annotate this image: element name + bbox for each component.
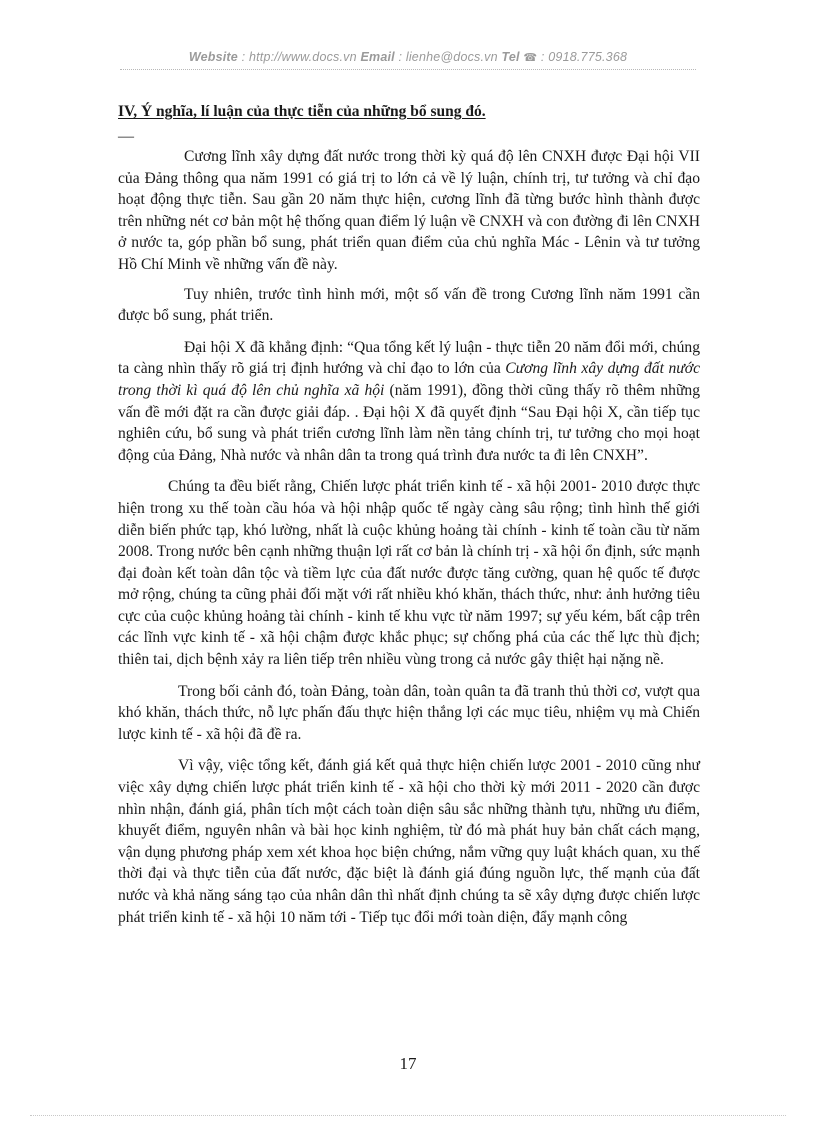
email-label: Email	[360, 50, 395, 64]
website-label: Website	[188, 50, 238, 64]
paragraph-6: Vì vậy, việc tổng kết, đánh giá kết quả thực hiện chiến lược 2001 - 2010 cũng như việc xây dựng chiến lược phát triển kinh tế - xã hội cho thời kỳ mới 2011 - 2020 cần được nhìn nhận, đánh giá, phân tích một cách toàn diện sâu sắc những thành tựu, những ưu điểm, khuyết điểm, nguyên nhân và bài học kinh nghiệm, từ đó mà phát huy bản chất cách mạng, vận dụng phương pháp xem xét khoa học biện chứng, nắm vững quy luật khách quan, xu thế thời đại và thực tiễn của đất nước, đặc biệt là đánh giá đúng nguồn lực, thế mạnh của đất nước và khả năng sáng tạo của nhân dân thì nhất định chúng ta sẽ xây dựng được chiến lược phát triển kinh tế - xã hội 10 năm tới - Tiếp tục đổi mới toàn diện, đẩy mạnh công	[118, 757, 700, 926]
email-value: : lienhe@docs.vn	[394, 50, 502, 64]
paragraph-2: Tuy nhiên, trước tình hình mới, một số vấn đề trong Cương lĩnh năm 1991 cần được bổ sung, phát triển.	[118, 285, 700, 325]
header-divider	[120, 69, 696, 70]
footer-divider	[30, 1115, 786, 1116]
phone-icon: ☎	[523, 52, 538, 64]
paragraph-3-text-b: (năm 1991), đồng thời cũng thấy rõ thêm những vấn đề mới đặt ra cần được giải đáp. . Đại hội X đã quyết định “Sau Đại hội X, cần tiếp tục nghiên cứu, bổ sung và phát triển cương lĩnh làm nền tảng chính trị, tư tưởng cho mọi hoạt động của Đảng, Nhà nước và nhân dân ta trong quá trình đưa nước ta đi lên CNXH”.	[118, 381, 700, 464]
page-number: 17	[399, 1054, 417, 1073]
document-body	[118, 146, 700, 938]
paragraph-3-text-a: Đại hội X đã khẳng định: “Qua tổng kết lý luận - thực tiễn 20 năm đổi mới, chúng ta càng nhìn thấy rõ giá trị định hướng và chỉ đạo to lớn của	[118, 338, 700, 378]
website-value: : http://www.docs.vn	[237, 50, 361, 64]
page-header	[0, 50, 816, 64]
section-title: IV, Ý nghĩa, lí luận của thực tiễn của những bổ sung đó.	[118, 103, 486, 120]
paragraph-3-italic: Cương lĩnh xây dựng đất nước trong thời kì quá độ lên chủ nghĩa xã hội	[118, 360, 700, 399]
paragraph-5: Trong bối cảnh đó, toàn Đảng, toàn dân, toàn quân ta đã tranh thủ thời cơ, vượt qua khó khăn, thách thức, nỗ lực phấn đấu thực hiện thắng lợi các mục tiêu, nhiệm vụ mà Chiến lược kinh tế - xã hội đã đề ra.	[118, 682, 700, 743]
paragraph-3	[118, 337, 700, 467]
paragraph-4: Chúng ta đều biết rằng, Chiến lược phát triển kinh tế - xã hội 2001- 2010 được thực hiện trong xu thế toàn cầu hóa và hội nhập quốc tế ngày càng sâu rộng; tình hình thế giới diễn biến phức tạp, khó lường, nhất là cuộc khủng hoảng tài chính - kinh tế toàn cầu từ năm 2008. Trong nước bên cạnh những thuận lợi rất cơ bản là chính trị - xã hội ổn định, sức mạnh đại đoàn kết toàn dân tộc và tiềm lực của đất nước được tăng cường, quan hệ quốc tế được mở rộng, chúng ta cũng phải đối mặt với rất nhiều khó khăn, thách thức, như: ảnh hưởng tiêu cực của cuộc khủng hoảng tài chính - kinh tế khu vực từ năm 1997; sự yếu kém, bất cập trên các lĩnh vực kinh tế - xã hội chậm được khắc phục; sự chống phá của các thế lực thù địch; thiên tai, dịch bệnh xảy ra liên tiếp trên nhiều vùng trong cả nước gây thiệt hại nặng nề.	[118, 478, 700, 669]
tel-label: Tel	[501, 50, 520, 64]
paragraph-1: Cương lĩnh xây dựng đất nước trong thời kỳ quá độ lên CNXH được Đại hội VII của Đảng thông qua năm 1991 có giá trị to lớn cả về lý luận, chính trị, tư tưởng và chỉ đạo hoạt động thực tiễn. Sau gần 20 năm thực hiện, cương lĩnh đã từng bước hình thành được trên những nét cơ bản một hệ thống quan điểm lý luận về CNXH và con đường đi lên CNXH ở nước ta, góp phần bổ sung, phát triển quan điểm của chủ nghĩa Mác - Lênin và tư tưởng Hồ Chí Minh về những vấn đề này.	[118, 148, 700, 273]
dash-mark: —	[118, 128, 134, 145]
tel-value: : 0918.775.368	[537, 50, 628, 64]
